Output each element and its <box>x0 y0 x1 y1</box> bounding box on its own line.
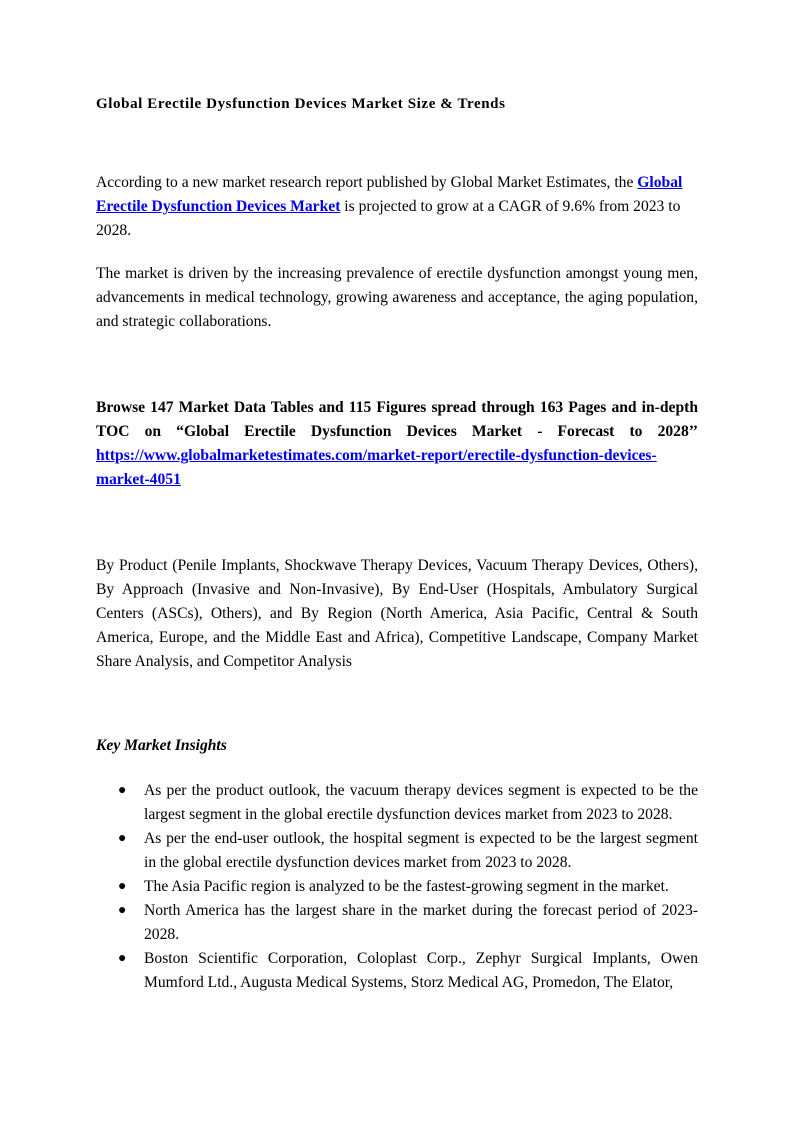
browse-text: Browse 147 Market Data Tables and 115 Figures spread through 163 Pages and in-depth TOC on “Global Erectile Dysfunction Devices Market - Forecast to 2028’’ <box>96 399 698 440</box>
bullet-icon: ● <box>118 879 127 894</box>
bullet-icon: ● <box>118 951 127 966</box>
browse-paragraph <box>96 396 698 492</box>
segmentation-paragraph: By Product (Penile Implants, Shockwave Therapy Devices, Vacuum Therapy Devices, Others), By Approach (Invasive and Non-Invasive), By End-User (Hospitals, Ambulatory Surgical Centers (ASCs), Others), and By Region (North America, Asia Pacific, Central & South America, Europe, and the Middle East and Africa), Competitive Landscape, Company Market Share Analysis, and Competitor Analysis <box>96 557 698 670</box>
list-item-text: As per the end-user outlook, the hospital segment is expected to be the largest segment in the global erectile dysfunction devices market from 2023 to 2028. <box>144 830 698 871</box>
list-item-text: Boston Scientific Corporation, Coloplast Corp., Zephyr Surgical Implants, Owen Mumford Ltd., Augusta Medical Systems, Storz Medical AG, Promedon, The Elator, <box>144 950 698 991</box>
list-item-text: As per the product outlook, the vacuum therapy devices segment is expected to be the largest segment in the global erectile dysfunction devices market from 2023 to 2028. <box>144 782 698 823</box>
drivers-paragraph: The market is driven by the increasing prevalence of erectile dysfunction amongst young men, advancements in medical technology, growing awareness and acceptance, the aging population, and strategic collaborations. <box>96 265 698 330</box>
key-insights-heading: Key Market Insights <box>96 737 227 754</box>
intro-text-after: is projected to grow at a CAGR of 9.6% from 2023 to 2028. <box>96 198 681 239</box>
report-url-link[interactable]: https://www.globalmarketestimates.com/market-report/erectile-dysfunction-devices-market-4051 <box>96 447 657 488</box>
key-insights-list <box>96 779 698 995</box>
bullet-icon: ● <box>118 783 127 798</box>
list-item <box>96 875 698 899</box>
list-item-text: North America has the largest share in the market during the forecast period of 2023-2028. <box>144 902 698 943</box>
bullet-icon: ● <box>118 903 127 918</box>
list-item-text: The Asia Pacific region is analyzed to be the fastest-growing segment in the market. <box>144 878 669 895</box>
list-item <box>96 779 698 827</box>
list-item <box>96 899 698 947</box>
list-item <box>96 827 698 875</box>
document-title: Global Erectile Dysfunction Devices Market Size & Trends <box>96 96 506 112</box>
intro-text-before: According to a new market research report published by Global Market Estimates, the <box>96 174 638 191</box>
intro-paragraph <box>96 171 698 243</box>
market-report-link[interactable]: Global Erectile Dysfunction Devices Market <box>96 174 683 215</box>
list-item <box>96 947 698 995</box>
bullet-icon: ● <box>118 831 127 846</box>
